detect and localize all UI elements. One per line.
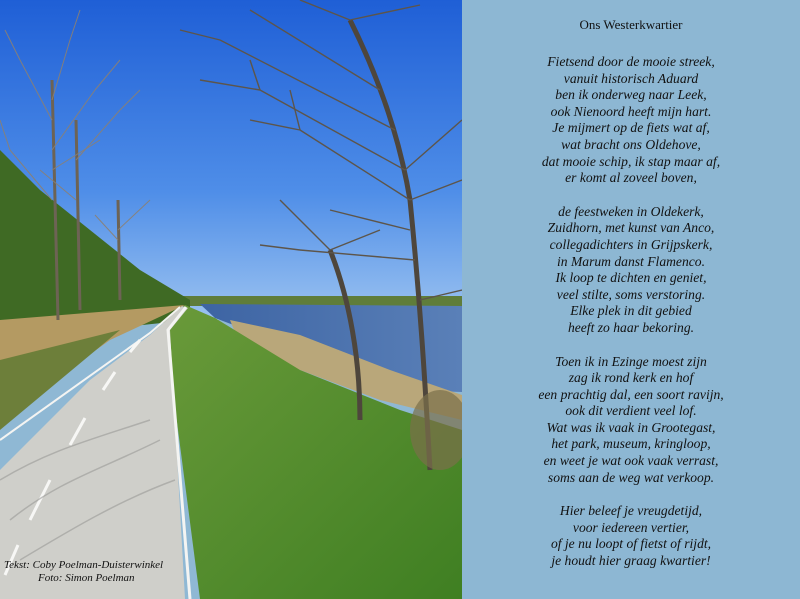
poem-line: Je mijmert op de fiets wat af, xyxy=(552,120,710,136)
poem-line: Toen ik in Ezinge moest zijn xyxy=(555,353,707,369)
poem-line: heeft zo haar bekoring. xyxy=(567,319,695,335)
poem-body xyxy=(462,54,800,570)
poem-line: de feestweken in Oldekerk, xyxy=(558,203,704,219)
poem-line: je houdt hier graag kwartier! xyxy=(551,553,711,569)
poem-line: Ik loop te dichten en geniet, xyxy=(555,270,707,286)
poem-line: en weet je wat ook vaak verrast, xyxy=(543,453,719,469)
photo-credit: Foto: Simon Poelman xyxy=(38,571,135,584)
poem-line: vanuit historisch Aduard xyxy=(563,70,699,86)
poem-line: het park, museum, kringloop, xyxy=(551,436,711,452)
stanza xyxy=(462,54,800,187)
poem-line: ben ik onderweg naar Leek, xyxy=(555,87,707,103)
poem-line: soms aan de weg wat verkoop. xyxy=(547,469,715,485)
poem-line: zag ik rond kerk en hof xyxy=(568,370,694,386)
poem-line: een prachtig dal, een soort ravijn, xyxy=(538,386,724,402)
stanza xyxy=(462,204,800,337)
poem-line: in Marum danst Flamenco. xyxy=(556,253,705,269)
text-credit: Tekst: Coby Poelman-Duisterwinkel xyxy=(4,559,164,571)
stanza xyxy=(462,354,800,487)
poem-panel xyxy=(462,0,800,599)
poem-line: Hier beleef je vreugdetijd, xyxy=(559,503,703,519)
poem-line: Fietsend door de mooie streek, xyxy=(547,54,715,69)
photo-credits xyxy=(4,559,163,584)
poem-line: Wat was ik vaak in Grootegast, xyxy=(546,419,716,435)
poem-line: collegadichters in Grijpskerk, xyxy=(549,236,713,252)
poem-title: Ons Westerkwartier xyxy=(579,17,683,32)
poem-line: veel stilte, soms verstoring. xyxy=(556,286,706,302)
poem-line: dat mooie schip, ik stap maar af, xyxy=(541,153,721,169)
poem-line: wat bracht ons Oldehove, xyxy=(561,136,701,152)
poem-line: ook dit verdient veel lof. xyxy=(565,403,697,419)
poem-line: voor iedereen vertier, xyxy=(572,519,690,535)
poem-line: of je nu loopt of fietst of rijdt, xyxy=(550,536,712,552)
poem-line: Elke plek in dit gebied xyxy=(570,303,692,319)
poem-line: Zuidhorn, met kunst van Anco, xyxy=(547,220,715,236)
stanza xyxy=(462,503,800,569)
poem-line: ook Nienoord heeft mijn hart. xyxy=(550,103,712,119)
poem-line: er komt al zoveel boven, xyxy=(565,170,697,186)
